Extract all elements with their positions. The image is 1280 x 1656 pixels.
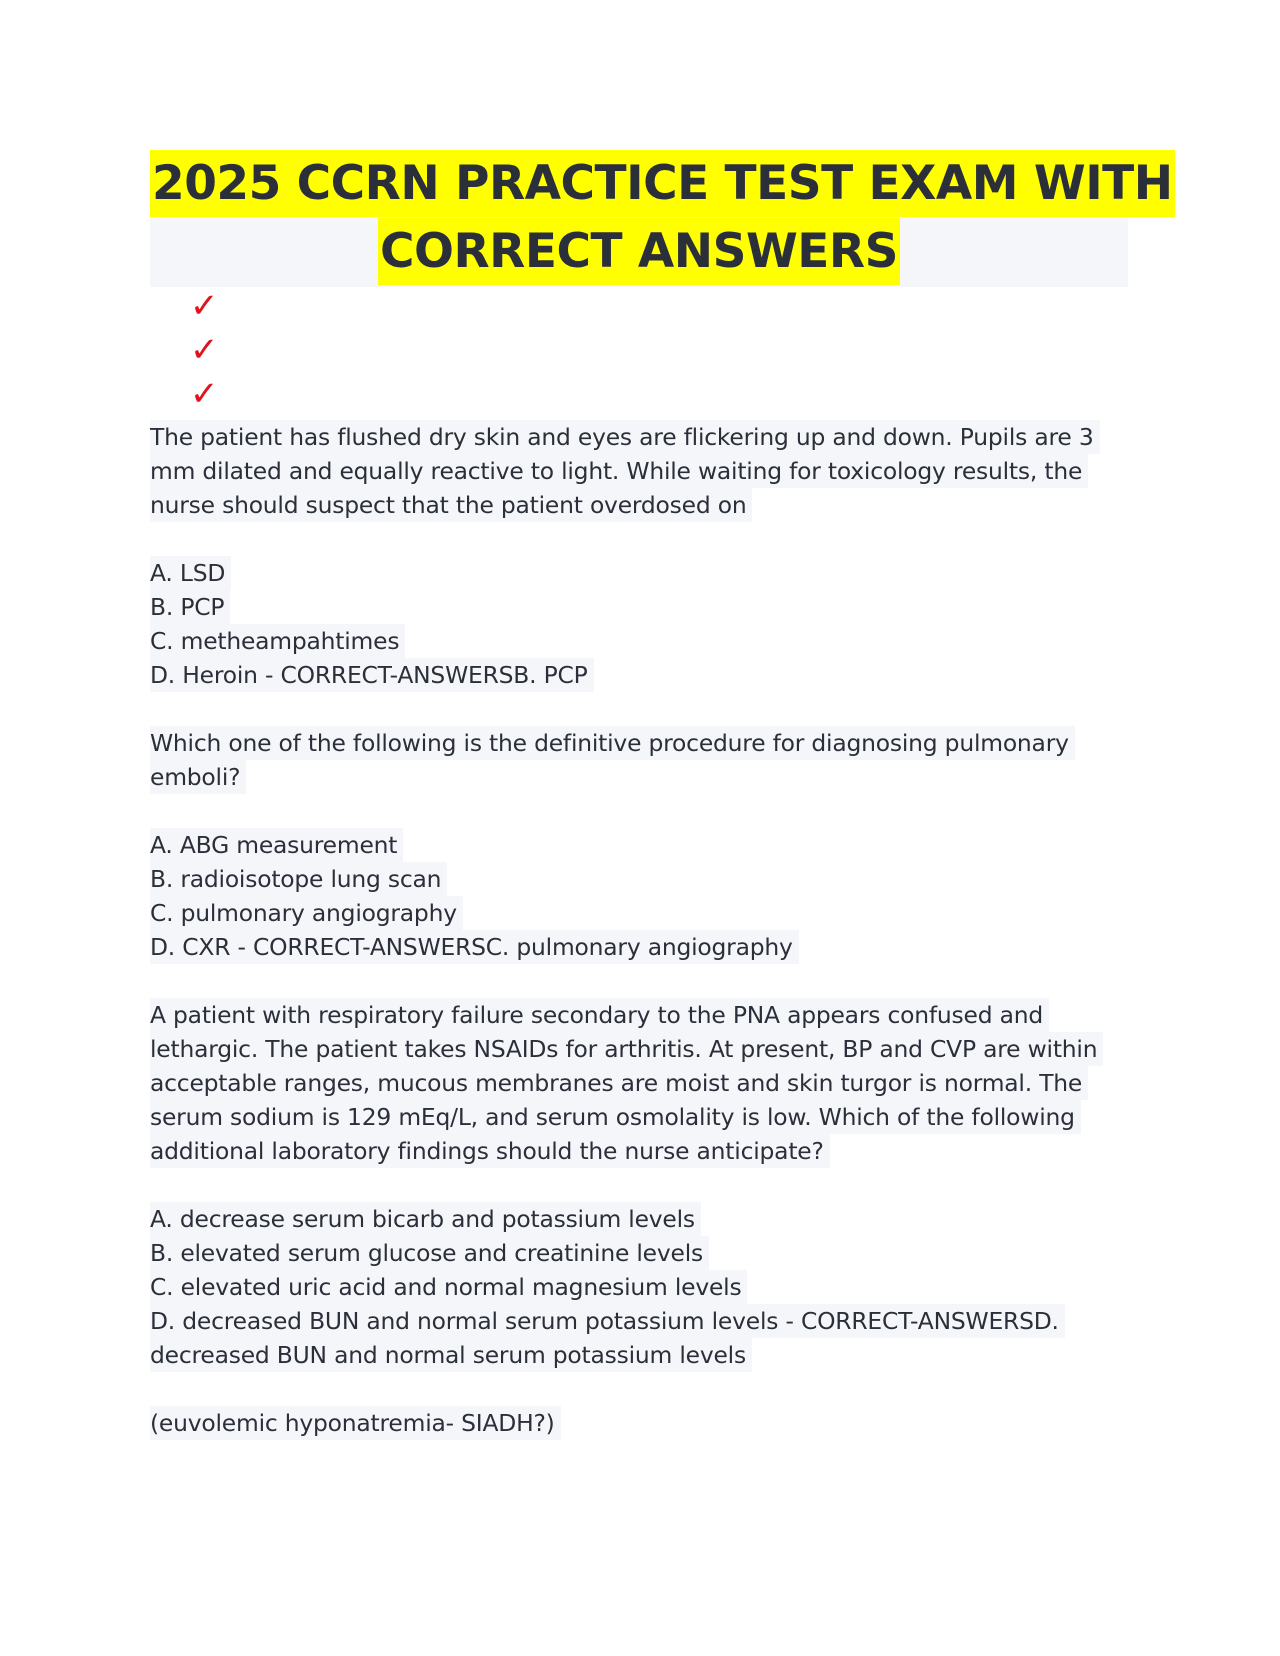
spacer xyxy=(150,522,1130,556)
answer-option: C. elevated uric acid and normal magnesium levels xyxy=(150,1270,747,1304)
title-line-2: CORRECT ANSWERS xyxy=(378,218,900,285)
answer-option: B. radioisotope lung scan xyxy=(150,862,447,896)
question-stem-line: additional laboratory findings should the nurse anticipate? xyxy=(150,1134,830,1168)
spacer xyxy=(150,964,1130,998)
question-stem-line: A patient with respiratory failure secondary to the PNA appears confused and xyxy=(150,998,1049,1032)
answer-option-with-correct-answer: D. Heroin - CORRECT-ANSWERSB. PCP xyxy=(150,658,594,692)
question-stem-line: lethargic. The patient takes NSAIDs for arthritis. At present, BP and CVP are within xyxy=(150,1032,1103,1066)
title-line-1: 2025 CCRN PRACTICE TEST EXAM WITH xyxy=(150,150,1175,217)
question-3 xyxy=(150,998,1130,1440)
correct-answer-continuation: decreased BUN and normal serum potassium levels xyxy=(150,1338,752,1372)
spacer xyxy=(150,1168,1130,1202)
question-stem-line: acceptable ranges, mucous membranes are moist and skin turgor is normal. The xyxy=(150,1066,1088,1100)
question-stem-line: emboli? xyxy=(150,760,246,794)
question-list xyxy=(150,420,1130,1440)
answer-option-with-correct-answer: D. CXR - CORRECT-ANSWERSC. pulmonary angiography xyxy=(150,930,799,964)
spacer xyxy=(150,692,1130,726)
question-stem-line: Which one of the following is the definitive procedure for diagnosing pulmonary xyxy=(150,726,1075,760)
answer-option-with-correct-answer: D. decreased BUN and normal serum potassium levels - CORRECT-ANSWERSD. xyxy=(150,1304,1065,1338)
spacer xyxy=(150,1372,1130,1406)
answer-option: A. ABG measurement xyxy=(150,828,403,862)
answer-option: C. pulmonary angiography xyxy=(150,896,463,930)
document-title xyxy=(150,150,1173,287)
spacer xyxy=(150,794,1130,828)
answer-option: C. metheampahtimes xyxy=(150,624,405,658)
question-stem-line: nurse should suspect that the patient overdosed on xyxy=(150,488,752,522)
question-stem-line: mm dilated and equally reactive to light. While waiting for toxicology results, the xyxy=(150,454,1088,488)
checkmark-icon: ✓ xyxy=(190,374,219,414)
answer-option: B. PCP xyxy=(150,590,230,624)
answer-option: A. LSD xyxy=(150,556,231,590)
answer-option: A. decrease serum bicarb and potassium levels xyxy=(150,1202,701,1236)
checkmark-list xyxy=(190,284,224,416)
question-1 xyxy=(150,420,1130,692)
checkmark-icon: ✓ xyxy=(190,286,219,326)
answer-note: (euvolemic hyponatremia- SIADH?) xyxy=(150,1406,561,1440)
question-stem-line: The patient has flushed dry skin and eyes are flickering up and down. Pupils are 3 xyxy=(150,420,1100,454)
answer-option: B. elevated serum glucose and creatinine levels xyxy=(150,1236,709,1270)
checkmark-icon: ✓ xyxy=(190,330,219,370)
question-2 xyxy=(150,726,1130,964)
question-stem-line: serum sodium is 129 mEq/L, and serum osmolality is low. Which of the following xyxy=(150,1100,1081,1134)
